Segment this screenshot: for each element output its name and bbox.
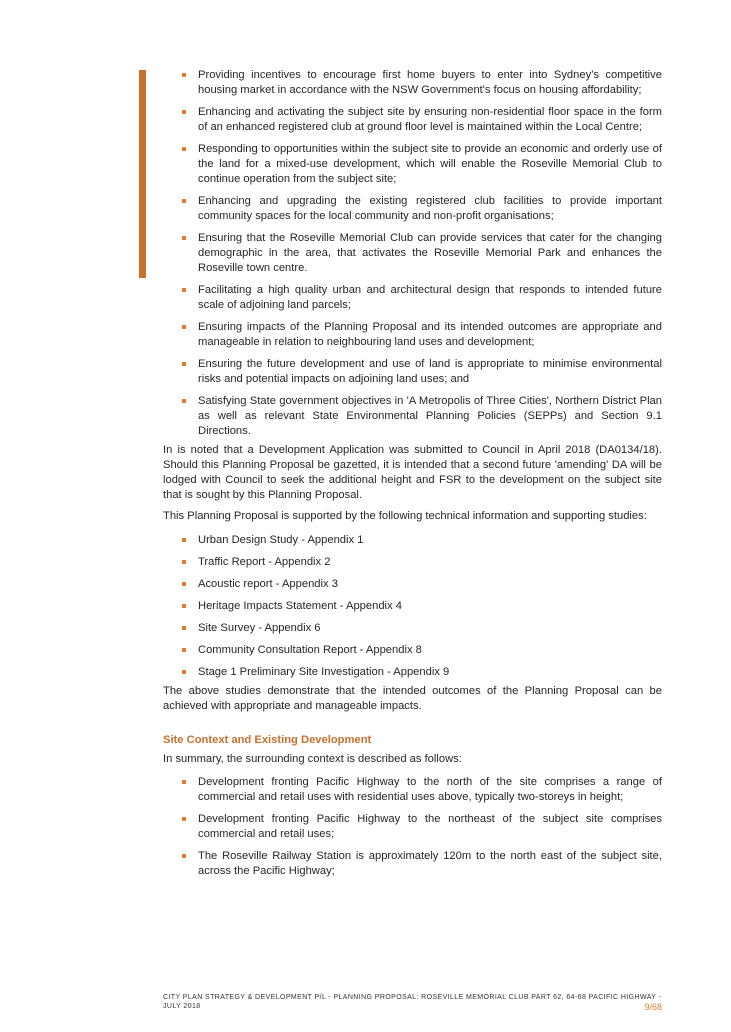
summary-paragraph: In summary, the surrounding context is described as follows: — [163, 753, 462, 765]
bullet-icon — [182, 817, 186, 821]
list-item: Acoustic report - Appendix 3 — [163, 577, 662, 592]
bullet-icon — [182, 110, 186, 114]
bullet-icon — [182, 147, 186, 151]
bullet-icon — [182, 854, 186, 858]
section-heading: Site Context and Existing Development — [163, 734, 372, 746]
objectives-list — [163, 68, 662, 439]
list-item: Providing incentives to encourage first home buyers to enter into Sydney's competitive housing market in accordance with the NSW Government's focus on housing affordability; — [163, 68, 662, 98]
list-item: Facilitating a high quality urban and architectural design that responds to intended future scale of adjoining land parcels; — [163, 283, 662, 313]
bullet-icon — [182, 199, 186, 203]
margin-accent-bar — [139, 70, 146, 278]
page-number: 9/68 — [644, 1002, 662, 1012]
bullet-icon — [182, 670, 186, 674]
bullet-icon — [182, 560, 186, 564]
list-item: Enhancing and activating the subject site by ensuring non-residential floor space in the form of an enhanced registered club at ground floor level is maintained within the Local Centre; — [163, 105, 662, 135]
supported-paragraph: This Planning Proposal is supported by the following technical information and supporting studies: — [163, 510, 647, 522]
document-body — [163, 68, 662, 886]
bullet-icon — [182, 73, 186, 77]
context-list — [163, 775, 662, 879]
list-item: The Roseville Railway Station is approximately 120m to the north east of the subject site, across the Pacific Highway; — [163, 849, 662, 879]
appendix-list — [163, 533, 662, 680]
list-item: Satisfying State government objectives in 'A Metropolis of Three Cities', Northern District Plan as well as relevant State Environmental Planning Policies (SEPPs) and Section 9.1 Directions. — [163, 394, 662, 439]
list-item: Ensuring that the Roseville Memorial Club can provide services that cater for the changing demographic in the area, that activates the Roseville Memorial Park and enhances the Roseville town centre. — [163, 231, 662, 276]
bullet-icon — [182, 604, 186, 608]
list-item: Development fronting Pacific Highway to the northeast of the subject site comprises commercial and retail uses; — [163, 812, 662, 842]
bullet-icon — [182, 399, 186, 403]
list-item: Development fronting Pacific Highway to the north of the site comprises a range of commercial and retail uses with residential uses above, typically two-storeys in height; — [163, 775, 662, 805]
da-paragraph: In is noted that a Development Application was submitted to Council in April 2018 (DA0134/18). Should this Planning Proposal be gazetted, it is intended that a second future 'amending' DA will be lodged with Council to seek the additional height and FSR to the development on the subject site that is sought by this Planning Proposal. — [163, 444, 662, 501]
list-item: Site Survey - Appendix 6 — [163, 621, 662, 636]
bullet-icon — [182, 582, 186, 586]
list-item: Enhancing and upgrading the existing registered club facilities to provide important community spaces for the local community and non-profit organisations; — [163, 194, 662, 224]
list-item: Ensuring the future development and use of land is appropriate to minimise environmental risks and potential impacts on adjoining land uses; and — [163, 357, 662, 387]
bullet-icon — [182, 538, 186, 542]
bullet-icon — [182, 325, 186, 329]
list-item: Urban Design Study - Appendix 1 — [163, 533, 662, 548]
list-item: Traffic Report - Appendix 2 — [163, 555, 662, 570]
list-item: Community Consultation Report - Appendix 8 — [163, 643, 662, 658]
list-item: Ensuring impacts of the Planning Proposal and its intended outcomes are appropriate and manageable in relation to neighbouring land uses and development; — [163, 320, 662, 350]
bullet-icon — [182, 236, 186, 240]
bullet-icon — [182, 288, 186, 292]
bullet-icon — [182, 648, 186, 652]
list-item: Stage 1 Preliminary Site Investigation - Appendix 9 — [163, 665, 662, 680]
list-item: Responding to opportunities within the subject site to provide an economic and orderly use of the land for a mixed-use development, which will enable the Roseville Memorial Club to continue operation from the subject site; — [163, 142, 662, 187]
bullet-icon — [182, 362, 186, 366]
list-item: Heritage Impacts Statement - Appendix 4 — [163, 599, 662, 614]
bullet-icon — [182, 780, 186, 784]
bullet-icon — [182, 626, 186, 630]
studies-paragraph: The above studies demonstrate that the intended outcomes of the Planning Proposal can be achieved with appropriate and manageable impacts. — [163, 685, 662, 712]
page-footer: CITY PLAN STRATEGY & DEVELOPMENT P/L - PLANNING PROPOSAL: ROSEVILLE MEMORIAL CLUB PART 62, 64-68 PACIFIC HIGHWAY - JULY 2018 — [163, 994, 662, 1010]
